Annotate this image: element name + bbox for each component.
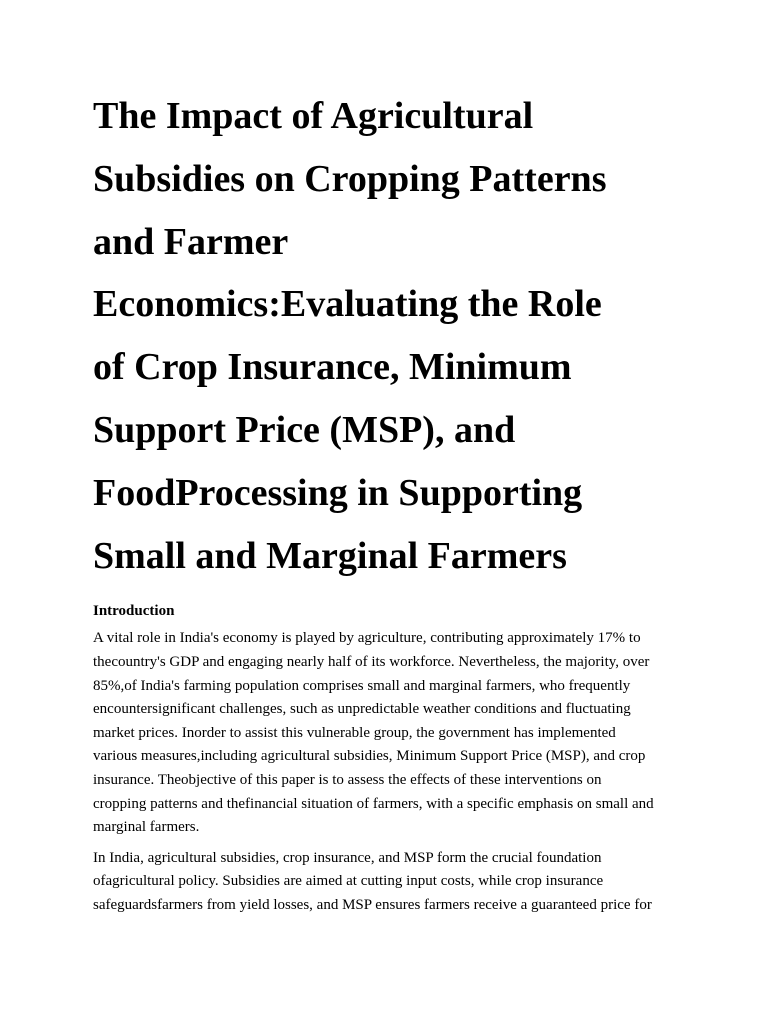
paragraph-line: ofagricultural policy. Subsidies are aimed at cutting input costs, while crop insurance <box>93 873 604 890</box>
title-line: Subsidies on Cropping Patterns <box>93 157 607 200</box>
paragraph-line: safeguardsfarmers from yield losses, and MSP ensures farmers receive a guaranteed price for <box>93 896 652 913</box>
title-line: FoodProcessing in Supporting <box>93 471 583 514</box>
title-line: Support Price (MSP), and <box>93 408 516 451</box>
paragraph-line: In India, agricultural subsidies, crop insurance, and MSP form the crucial foundation <box>93 849 602 866</box>
paragraph-line: encountersignificant challenges, such as unpredictable weather conditions and fluctuating <box>93 701 631 718</box>
document-content <box>93 85 683 925</box>
paragraph-line: cropping patterns and thefinancial situation of farmers, with a specific emphasis on small and <box>93 795 654 812</box>
title-line: Economics:Evaluating the Role <box>93 283 602 326</box>
document-title <box>93 85 683 587</box>
paragraph-line: market prices. Inorder to assist this vulnerable group, the government has implemented <box>93 724 616 741</box>
title-line: of Crop Insurance, Minimum <box>93 346 572 389</box>
paragraph-line: insurance. Theobjective of this paper is to assess the effects of these interventions on <box>93 771 602 788</box>
paragraph-introduction-2 <box>93 847 683 918</box>
paragraph-line: marginal farmers. <box>93 819 200 836</box>
paragraph-introduction-1 <box>93 627 683 839</box>
paragraph-line: 85%,of India's farming population comprises small and marginal farmers, who frequently <box>93 677 631 694</box>
title-line: The Impact of Agricultural <box>93 95 534 137</box>
paragraph-line: various measures,including agricultural subsidies, Minimum Support Price (MSP), and crop <box>93 748 646 765</box>
paragraph-line: thecountry's GDP and engaging nearly half of its workforce. Nevertheless, the majority, over <box>93 653 650 670</box>
title-line: and Farmer <box>93 220 289 263</box>
section-heading-introduction: Introduction <box>93 603 175 620</box>
title-line: Small and Marginal Farmers <box>93 534 567 577</box>
paragraph-line: A vital role in India's economy is played by agriculture, contributing approximately 17% to <box>93 630 641 647</box>
